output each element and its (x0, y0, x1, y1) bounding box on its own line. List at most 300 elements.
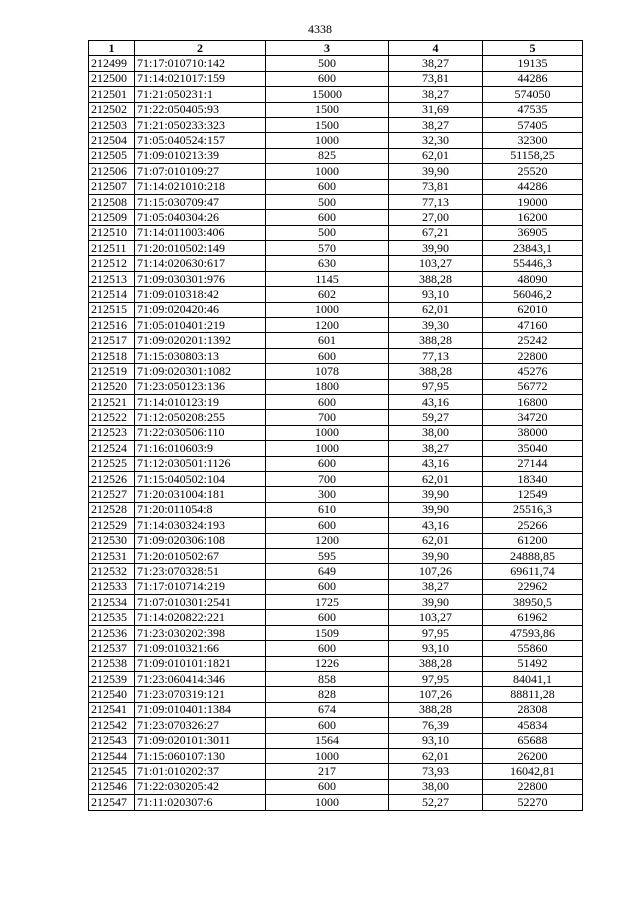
cell-area: 828 (266, 687, 389, 702)
cell-rate: 388,28 (389, 702, 483, 717)
cell-rate: 73,81 (389, 179, 483, 194)
cell-record-id: 212505 (89, 148, 135, 163)
cell-area: 600 (266, 71, 389, 86)
cell-record-id: 212513 (89, 271, 135, 286)
cell-record-id: 212512 (89, 256, 135, 271)
table-row (89, 410, 583, 425)
cell-value: 44286 (483, 179, 583, 194)
cell-record-id: 212544 (89, 748, 135, 763)
cell-cadastral-number: 71:14:021017:159 (135, 71, 266, 86)
cell-value: 36905 (483, 225, 583, 240)
cell-area: 600 (266, 179, 389, 194)
cell-area: 1509 (266, 625, 389, 640)
cell-value: 34720 (483, 410, 583, 425)
cell-value: 57405 (483, 117, 583, 132)
cell-record-id: 212518 (89, 348, 135, 363)
table-row (89, 133, 583, 148)
cell-cadastral-number: 71:23:070328:51 (135, 564, 266, 579)
cell-cadastral-number: 71:16:010603:9 (135, 441, 266, 456)
cell-cadastral-number: 71:05:040304:26 (135, 210, 266, 225)
table-row (89, 348, 583, 363)
cell-rate: 97,95 (389, 625, 483, 640)
cell-area: 601 (266, 333, 389, 348)
header-row (89, 41, 583, 56)
cell-record-id: 212524 (89, 441, 135, 456)
table-row (89, 302, 583, 317)
cell-value: 12549 (483, 487, 583, 502)
cell-area: 825 (266, 148, 389, 163)
table-row (89, 425, 583, 440)
cell-rate: 103,27 (389, 610, 483, 625)
cell-value: 22800 (483, 779, 583, 794)
cell-record-id: 212504 (89, 133, 135, 148)
cell-value: 16042,81 (483, 764, 583, 779)
cell-value: 62010 (483, 302, 583, 317)
cell-cadastral-number: 71:07:010301:2541 (135, 595, 266, 610)
cell-area: 595 (266, 548, 389, 563)
table-row (89, 779, 583, 794)
cell-rate: 77,13 (389, 194, 483, 209)
cell-value: 28308 (483, 702, 583, 717)
column-header-4: 4 (389, 41, 483, 56)
cell-area: 600 (266, 579, 389, 594)
cell-area: 600 (266, 210, 389, 225)
cell-rate: 93,10 (389, 287, 483, 302)
cell-record-id: 212500 (89, 71, 135, 86)
table-row (89, 687, 583, 702)
cell-value: 38000 (483, 425, 583, 440)
table-header (89, 41, 583, 56)
cell-value: 61200 (483, 533, 583, 548)
table-row (89, 764, 583, 779)
cell-rate: 43,16 (389, 518, 483, 533)
table-row (89, 225, 583, 240)
cell-area: 1000 (266, 133, 389, 148)
cell-value: 32300 (483, 133, 583, 148)
table-row (89, 456, 583, 471)
cell-cadastral-number: 71:23:070326:27 (135, 718, 266, 733)
cell-area: 1000 (266, 302, 389, 317)
cell-area: 1725 (266, 595, 389, 610)
cell-area: 600 (266, 456, 389, 471)
table-row (89, 117, 583, 132)
cell-rate: 39,90 (389, 164, 483, 179)
cell-record-id: 212543 (89, 733, 135, 748)
table-row (89, 87, 583, 102)
cell-record-id: 212533 (89, 579, 135, 594)
cell-rate: 97,95 (389, 379, 483, 394)
cell-area: 1000 (266, 164, 389, 179)
table-row (89, 641, 583, 656)
cell-cadastral-number: 71:20:010502:67 (135, 548, 266, 563)
cell-cadastral-number: 71:14:021010:218 (135, 179, 266, 194)
table-row (89, 718, 583, 733)
cell-area: 570 (266, 241, 389, 256)
cell-value: 25266 (483, 518, 583, 533)
cell-area: 700 (266, 471, 389, 486)
cell-cadastral-number: 71:17:010714:219 (135, 579, 266, 594)
cell-cadastral-number: 71:17:010710:142 (135, 56, 266, 71)
cell-record-id: 212541 (89, 702, 135, 717)
cell-area: 1200 (266, 533, 389, 548)
cell-area: 649 (266, 564, 389, 579)
cell-area: 1000 (266, 748, 389, 763)
table-row (89, 102, 583, 117)
cell-record-id: 212535 (89, 610, 135, 625)
cell-cadastral-number: 71:12:030501:1126 (135, 456, 266, 471)
cell-record-id: 212545 (89, 764, 135, 779)
cell-area: 1200 (266, 318, 389, 333)
cell-rate: 62,01 (389, 148, 483, 163)
cell-rate: 77,13 (389, 348, 483, 363)
cell-cadastral-number: 71:15:040502:104 (135, 471, 266, 486)
cell-cadastral-number: 71:09:020201:1392 (135, 333, 266, 348)
cell-area: 610 (266, 502, 389, 517)
cell-record-id: 212528 (89, 502, 135, 517)
cell-value: 44286 (483, 71, 583, 86)
cell-rate: 388,28 (389, 271, 483, 286)
cell-record-id: 212523 (89, 425, 135, 440)
cell-area: 1078 (266, 364, 389, 379)
cell-cadastral-number: 71:21:050233:323 (135, 117, 266, 132)
data-table (88, 40, 583, 811)
cell-value: 45276 (483, 364, 583, 379)
cell-value: 56772 (483, 379, 583, 394)
cell-value: 22800 (483, 348, 583, 363)
cell-value: 48090 (483, 271, 583, 286)
cell-value: 47593,86 (483, 625, 583, 640)
cell-value: 56046,2 (483, 287, 583, 302)
cell-rate: 39,90 (389, 487, 483, 502)
table-row (89, 394, 583, 409)
page-number: 4338 (308, 22, 332, 36)
table-row (89, 364, 583, 379)
cell-cadastral-number: 71:09:010401:1384 (135, 702, 266, 717)
cell-cadastral-number: 71:23:060414:346 (135, 672, 266, 687)
cell-record-id: 212540 (89, 687, 135, 702)
table-row (89, 148, 583, 163)
cell-rate: 39,90 (389, 502, 483, 517)
cell-record-id: 212509 (89, 210, 135, 225)
cell-rate: 38,27 (389, 87, 483, 102)
cell-value: 26200 (483, 748, 583, 763)
cell-rate: 93,10 (389, 641, 483, 656)
cell-rate: 32,30 (389, 133, 483, 148)
cell-record-id: 212521 (89, 394, 135, 409)
cell-rate: 38,27 (389, 441, 483, 456)
column-header-3: 3 (266, 41, 389, 56)
cell-area: 630 (266, 256, 389, 271)
cell-rate: 27,00 (389, 210, 483, 225)
cell-record-id: 212519 (89, 364, 135, 379)
cell-rate: 388,28 (389, 364, 483, 379)
cell-rate: 52,27 (389, 795, 483, 810)
cell-record-id: 212546 (89, 779, 135, 794)
cell-value: 55860 (483, 641, 583, 656)
cell-area: 500 (266, 56, 389, 71)
cell-rate: 38,27 (389, 117, 483, 132)
cell-cadastral-number: 71:23:050123:136 (135, 379, 266, 394)
cell-value: 23843,1 (483, 241, 583, 256)
column-header-2: 2 (135, 41, 266, 56)
cell-rate: 39,30 (389, 318, 483, 333)
cell-record-id: 212522 (89, 410, 135, 425)
table-row (89, 579, 583, 594)
cell-rate: 62,01 (389, 302, 483, 317)
cell-cadastral-number: 71:11:020307:6 (135, 795, 266, 810)
table-row (89, 502, 583, 517)
cell-record-id: 212517 (89, 333, 135, 348)
table-row (89, 702, 583, 717)
table-row (89, 672, 583, 687)
cell-cadastral-number: 71:09:020306:108 (135, 533, 266, 548)
cell-area: 1800 (266, 379, 389, 394)
cell-record-id: 212499 (89, 56, 135, 71)
cell-area: 1500 (266, 117, 389, 132)
cell-area: 858 (266, 672, 389, 687)
cell-rate: 73,93 (389, 764, 483, 779)
cell-area: 700 (266, 410, 389, 425)
cell-cadastral-number: 71:22:030506:110 (135, 425, 266, 440)
cell-value: 18340 (483, 471, 583, 486)
cell-value: 69611,74 (483, 564, 583, 579)
cell-value: 24888,85 (483, 548, 583, 563)
cell-cadastral-number: 71:23:070319:121 (135, 687, 266, 702)
cell-cadastral-number: 71:05:040524:157 (135, 133, 266, 148)
cell-area: 600 (266, 779, 389, 794)
cell-record-id: 212511 (89, 241, 135, 256)
table-row (89, 179, 583, 194)
cell-area: 674 (266, 702, 389, 717)
table-body (89, 56, 583, 810)
cell-value: 16200 (483, 210, 583, 225)
cell-rate: 103,27 (389, 256, 483, 271)
table-row (89, 595, 583, 610)
table-row (89, 318, 583, 333)
cell-value: 45834 (483, 718, 583, 733)
cell-value: 65688 (483, 733, 583, 748)
cell-rate: 39,90 (389, 595, 483, 610)
cell-area: 1145 (266, 271, 389, 286)
cell-cadastral-number: 71:12:050208:255 (135, 410, 266, 425)
cell-value: 88811,28 (483, 687, 583, 702)
cell-area: 600 (266, 518, 389, 533)
cell-record-id: 212515 (89, 302, 135, 317)
cell-cadastral-number: 71:01:010202:37 (135, 764, 266, 779)
cell-record-id: 212514 (89, 287, 135, 302)
table-row (89, 333, 583, 348)
cell-cadastral-number: 71:14:030324:193 (135, 518, 266, 533)
cell-rate: 388,28 (389, 333, 483, 348)
cell-record-id: 212501 (89, 87, 135, 102)
cell-value: 47160 (483, 318, 583, 333)
cell-cadastral-number: 71:15:060107:130 (135, 748, 266, 763)
table-row (89, 441, 583, 456)
cell-cadastral-number: 71:09:010213:39 (135, 148, 266, 163)
cell-cadastral-number: 71:09:020101:3011 (135, 733, 266, 748)
cell-record-id: 212538 (89, 656, 135, 671)
table-row (89, 487, 583, 502)
cell-cadastral-number: 71:14:011003:406 (135, 225, 266, 240)
table-row (89, 533, 583, 548)
table-row (89, 564, 583, 579)
table-row (89, 795, 583, 810)
cell-record-id: 212526 (89, 471, 135, 486)
cell-rate: 38,27 (389, 579, 483, 594)
cell-area: 500 (266, 225, 389, 240)
cell-area: 1564 (266, 733, 389, 748)
table-row (89, 518, 583, 533)
cell-rate: 43,16 (389, 456, 483, 471)
cell-rate: 93,10 (389, 733, 483, 748)
cell-record-id: 212531 (89, 548, 135, 563)
table-row (89, 379, 583, 394)
cell-rate: 38,27 (389, 56, 483, 71)
cell-value: 19135 (483, 56, 583, 71)
cell-record-id: 212516 (89, 318, 135, 333)
table-row (89, 733, 583, 748)
cell-rate: 59,27 (389, 410, 483, 425)
cell-rate: 97,95 (389, 672, 483, 687)
cell-rate: 107,26 (389, 564, 483, 579)
table-row (89, 471, 583, 486)
cell-rate: 62,01 (389, 533, 483, 548)
cell-record-id: 212527 (89, 487, 135, 502)
cell-cadastral-number: 71:20:010502:149 (135, 241, 266, 256)
cell-record-id: 212529 (89, 518, 135, 533)
cell-rate: 388,28 (389, 656, 483, 671)
cell-value: 16800 (483, 394, 583, 409)
cell-area: 1000 (266, 441, 389, 456)
cell-area: 1000 (266, 425, 389, 440)
cell-record-id: 212520 (89, 379, 135, 394)
cell-rate: 38,00 (389, 779, 483, 794)
cell-cadastral-number: 71:09:010321:66 (135, 641, 266, 656)
cell-record-id: 212542 (89, 718, 135, 733)
cell-area: 600 (266, 641, 389, 656)
cell-record-id: 212536 (89, 625, 135, 640)
cell-cadastral-number: 71:09:010101:1821 (135, 656, 266, 671)
cell-rate: 39,90 (389, 241, 483, 256)
cell-value: 22962 (483, 579, 583, 594)
table-row (89, 164, 583, 179)
cell-area: 15000 (266, 87, 389, 102)
cell-record-id: 212537 (89, 641, 135, 656)
cell-cadastral-number: 71:21:050231:1 (135, 87, 266, 102)
cell-cadastral-number: 71:09:020301:1082 (135, 364, 266, 379)
cell-record-id: 212506 (89, 164, 135, 179)
cell-cadastral-number: 71:22:030205:42 (135, 779, 266, 794)
cell-area: 300 (266, 487, 389, 502)
cell-cadastral-number: 71:09:020420:46 (135, 302, 266, 317)
cell-record-id: 212530 (89, 533, 135, 548)
cell-cadastral-number: 71:23:030202:398 (135, 625, 266, 640)
cell-value: 52270 (483, 795, 583, 810)
table-row (89, 287, 583, 302)
table-row (89, 194, 583, 209)
table-row (89, 548, 583, 563)
cell-value: 25242 (483, 333, 583, 348)
column-header-1: 1 (89, 41, 135, 56)
cell-rate: 67,21 (389, 225, 483, 240)
cell-cadastral-number: 71:07:010109:27 (135, 164, 266, 179)
cell-cadastral-number: 71:15:030709:47 (135, 194, 266, 209)
cell-record-id: 212532 (89, 564, 135, 579)
cell-cadastral-number: 71:05:010401:219 (135, 318, 266, 333)
cell-rate: 62,01 (389, 471, 483, 486)
table-row (89, 71, 583, 86)
table-row (89, 210, 583, 225)
cell-record-id: 212539 (89, 672, 135, 687)
cell-cadastral-number: 71:09:010318:42 (135, 287, 266, 302)
cell-rate: 31,69 (389, 102, 483, 117)
cell-record-id: 212502 (89, 102, 135, 117)
cell-value: 35040 (483, 441, 583, 456)
cell-area: 217 (266, 764, 389, 779)
cell-cadastral-number: 71:20:031004:181 (135, 487, 266, 502)
cell-area: 600 (266, 394, 389, 409)
cell-area: 600 (266, 718, 389, 733)
table-row (89, 256, 583, 271)
cell-rate: 76,39 (389, 718, 483, 733)
cell-area: 1226 (266, 656, 389, 671)
cell-value: 25516,3 (483, 502, 583, 517)
cell-cadastral-number: 71:22:050405:93 (135, 102, 266, 117)
table-row (89, 748, 583, 763)
cell-value: 84041,1 (483, 672, 583, 687)
cell-cadastral-number: 71:15:030803:13 (135, 348, 266, 363)
cell-record-id: 212525 (89, 456, 135, 471)
cell-cadastral-number: 71:14:020822:221 (135, 610, 266, 625)
cell-record-id: 212507 (89, 179, 135, 194)
table-row (89, 625, 583, 640)
cell-value: 19000 (483, 194, 583, 209)
cell-rate: 38,00 (389, 425, 483, 440)
cell-record-id: 212508 (89, 194, 135, 209)
cell-area: 1000 (266, 795, 389, 810)
cell-value: 27144 (483, 456, 583, 471)
cell-rate: 39,90 (389, 548, 483, 563)
cell-cadastral-number: 71:14:020630:617 (135, 256, 266, 271)
cell-rate: 62,01 (389, 748, 483, 763)
cell-value: 25520 (483, 164, 583, 179)
table-row (89, 241, 583, 256)
cell-record-id: 212534 (89, 595, 135, 610)
cell-area: 600 (266, 610, 389, 625)
table-row (89, 656, 583, 671)
table-row (89, 610, 583, 625)
cell-area: 602 (266, 287, 389, 302)
cell-value: 47535 (483, 102, 583, 117)
cell-rate: 43,16 (389, 394, 483, 409)
column-header-5: 5 (483, 41, 583, 56)
table-row (89, 56, 583, 71)
cell-record-id: 212510 (89, 225, 135, 240)
cell-area: 600 (266, 348, 389, 363)
cell-cadastral-number: 71:14:010123:19 (135, 394, 266, 409)
table-row (89, 271, 583, 286)
cell-record-id: 212547 (89, 795, 135, 810)
cell-value: 55446,3 (483, 256, 583, 271)
cell-value: 61962 (483, 610, 583, 625)
cell-area: 1500 (266, 102, 389, 117)
cell-cadastral-number: 71:20:011054:8 (135, 502, 266, 517)
cell-rate: 73,81 (389, 71, 483, 86)
cell-value: 51492 (483, 656, 583, 671)
cell-cadastral-number: 71:09:030301:976 (135, 271, 266, 286)
cell-value: 574050 (483, 87, 583, 102)
cell-value: 51158,25 (483, 148, 583, 163)
